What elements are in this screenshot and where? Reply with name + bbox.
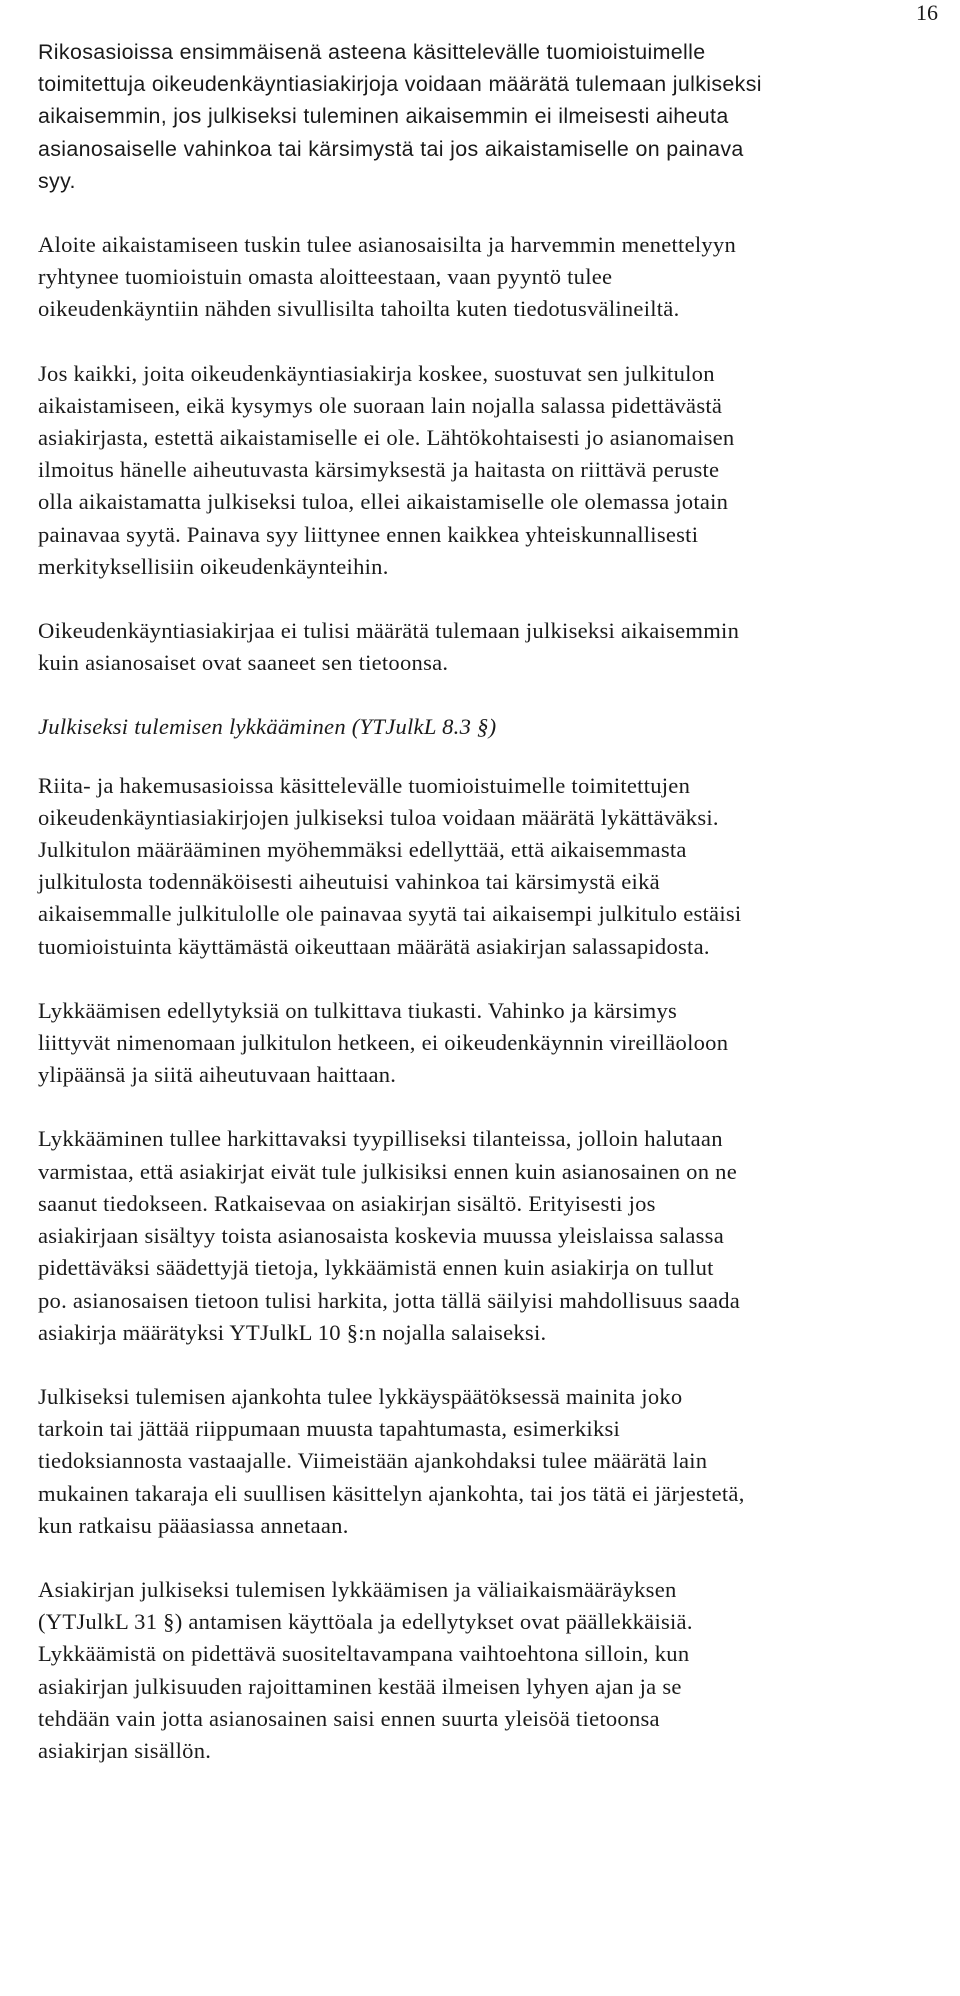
text-line: po. asianosaisen tietoon tulisi harkita, jotta tällä säilyisi mahdollisuus saada <box>38 1287 741 1313</box>
text-line: painavaa syytä. Painava syy liittynee ennen kaikkea yhteiskunnallisesti <box>38 521 699 547</box>
text-line: varmistaa, että asiakirjat eivät tule julkisiksi ennen kuin asianosainen on ne <box>38 1158 738 1184</box>
text-line: asiakirjan julkisuuden rajoittaminen kestää ilmeisen lyhyen ajan ja se <box>38 1673 682 1699</box>
text-line: tiedoksiannosta vastaajalle. Viimeistään ajankohdaksi tulee määrätä lain <box>38 1448 708 1474</box>
paragraph-2 <box>38 229 938 326</box>
text-line: liittyvät nimenomaan julkitulon hetkeen, ei oikeudenkäynnin vireilläoloon <box>38 1030 729 1056</box>
text-line: pidettäväksi säädettyjä tietoja, lykkäämistä ennen kuin asiakirja on tullut <box>38 1255 714 1281</box>
text-line: Lykkäämistä on pidettävä suositeltavampana vaihtoehtona silloin, kun <box>38 1641 690 1667</box>
text-line: Asiakirjan julkiseksi tulemisen lykkäämisen ja väliaikaismääräyksen <box>38 1576 677 1602</box>
text-line: aikaisemmin, jos julkiseksi tuleminen aikaisemmin ei ilmeisesti aiheuta <box>38 104 729 129</box>
text-line: Riita- ja hakemusasioissa käsittelevälle tuomioistuimelle toimitettujen <box>38 772 691 798</box>
text-line: asiakirja määrätyksi YTJulkL 10 §:n nojalla salaiseksi. <box>38 1319 547 1345</box>
text-line: asiakirjan sisällön. <box>38 1737 212 1763</box>
text-line: aikaistamiseen, eikä kysymys ole suoraan lain nojalla salassa pidettävästä <box>38 392 723 418</box>
paragraph-4 <box>38 615 938 679</box>
text-line: syy. <box>38 168 76 193</box>
text-line: Julkitulon määrääminen myöhemmäksi edellyttää, että aikaisemmasta <box>38 837 687 863</box>
text-line: toimitettuja oikeudenkäyntiasiakirjoja voidaan määrätä tulemaan julkiseksi <box>38 72 762 97</box>
text-line: (YTJulkL 31 §) antamisen käyttöala ja edellytykset ovat päällekkäisiä. <box>38 1609 693 1635</box>
paragraph-8 <box>38 1381 938 1542</box>
text-line: Rikosasioissa ensimmäisenä asteena käsittelevälle tuomioistuimelle <box>38 40 706 64</box>
text-line: ilmoitus hänelle aiheutuvasta kärsimyksestä ja haitasta on riittävä peruste <box>38 457 720 483</box>
document-body <box>38 36 938 1767</box>
text-line: asiakirjaan sisältyy toista asianosaista koskevia muussa yleislaissa salassa <box>38 1223 725 1249</box>
text-line: olla aikaistamatta julkiseksi tuloa, ellei aikaistamiselle ole olemassa jotain <box>38 489 729 515</box>
text-line: ylipäänsä ja siitä aiheutuvaan haittaan. <box>38 1062 397 1088</box>
heading-line: Julkiseksi tulemisen lykkääminen (YTJulkL 8.3 §) <box>38 714 497 740</box>
text-line: Aloite aikaistamiseen tuskin tulee asianosaisilta ja harvemmin menettelyyn <box>38 232 737 258</box>
text-line: kuin asianosaiset ovat saaneet sen tietoonsa. <box>38 650 449 676</box>
text-line: oikeudenkäyntiin nähden sivullisilta tahoilta kuten tiedotusvälineiltä. <box>38 296 680 322</box>
paragraph-7 <box>38 1123 938 1348</box>
text-line: tuomioistuinta käyttämästä oikeuttaan määrätä asiakirjan salassapidosta. <box>38 933 710 959</box>
page-number: 16 <box>916 0 938 25</box>
text-line: julkitulosta todennäköisesti aiheutuisi vahinkoa tai kärsimystä eikä <box>38 869 660 895</box>
paragraph-3 <box>38 358 938 583</box>
text-line: Oikeudenkäyntiasiakirjaa ei tulisi määrätä tulemaan julkiseksi aikaisemmin <box>38 618 740 644</box>
text-line: aikaisemmalle julkitulolle ole painavaa syytä tai aikaisempi julkitulo estäisi <box>38 901 742 927</box>
text-line: tehdään vain jotta asianosainen saisi ennen suurta yleisöä tietoonsa <box>38 1705 660 1731</box>
text-line: merkityksellisiin oikeudenkäynteihin. <box>38 553 389 579</box>
section-heading <box>38 711 938 743</box>
text-line: Lykkääminen tullee harkittavaksi tyypilliseksi tilanteissa, jolloin halutaan <box>38 1126 723 1152</box>
text-line: Lykkäämisen edellytyksiä on tulkittava tiukasti. Vahinko ja kärsimys <box>38 997 678 1023</box>
text-line: asiakirjasta, estettä aikaistamiselle ei ole. Lähtökohtaisesti jo asianomaisen <box>38 425 735 451</box>
text-line: asianosaiselle vahinkoa tai kärsimystä tai jos aikaistamiselle on painava <box>38 136 744 161</box>
text-line: oikeudenkäyntiasiakirjojen julkiseksi tuloa voidaan määrätä lykättäväksi. <box>38 804 719 830</box>
text-line: mukainen takaraja eli suullisen käsittelyn ajankohta, tai jos tätä ei järjestetä, <box>38 1480 745 1506</box>
paragraph-1 <box>38 36 938 197</box>
paragraph-9 <box>38 1574 938 1767</box>
paragraph-5 <box>38 770 938 963</box>
text-line: kun ratkaisu pääasiassa annetaan. <box>38 1512 349 1538</box>
text-line: saanut tiedokseen. Ratkaisevaa on asiakirjan sisältö. Erityisesti jos <box>38 1190 656 1216</box>
text-line: tarkoin tai jättää riippumaan muusta tapahtumasta, esimerkiksi <box>38 1416 621 1442</box>
paragraph-6 <box>38 995 938 1092</box>
text-line: ryhtynee tuomioistuin omasta aloitteestaan, vaan pyyntö tulee <box>38 264 613 290</box>
text-line: Julkiseksi tulemisen ajankohta tulee lykkäyspäätöksessä mainita joko <box>38 1383 683 1409</box>
text-line: Jos kaikki, joita oikeudenkäyntiasiakirja koskee, suostuvat sen julkitulon <box>38 360 715 386</box>
